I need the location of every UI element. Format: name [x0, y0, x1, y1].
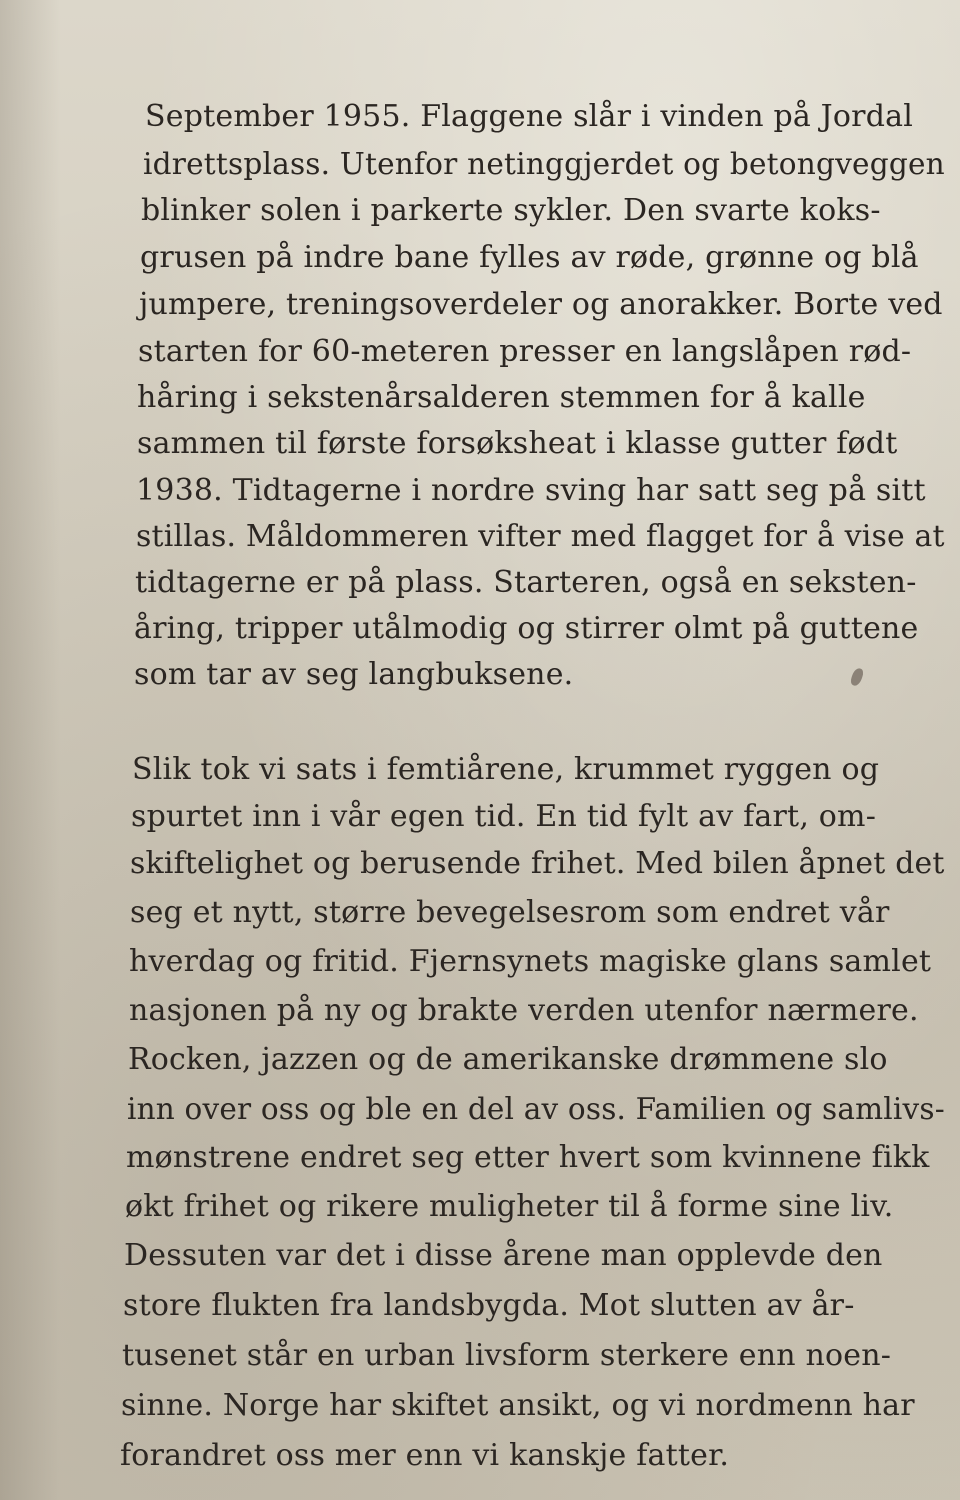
text-line: store flukten fra landsbygda. Mot slutten av år- [123, 1288, 855, 1323]
page-shadow [0, 0, 60, 1500]
text-line: åring, tripper utålmodig og stirrer olmt på guttene [134, 611, 919, 646]
text-line: som tar av seg langbuksene. [134, 657, 574, 692]
ink-smudge [849, 667, 865, 687]
text-line: sinne. Norge har skiftet ansikt, og vi nordmenn har [121, 1388, 915, 1423]
text-line: forandret oss mer enn vi kanskje fatter. [120, 1438, 730, 1473]
text-line: stillas. Måldommeren vifter med flagget for å vise at [136, 519, 945, 554]
text-line: nasjonen på ny og brakte verden utenfor nærmere. [129, 993, 919, 1028]
text-line: Rocken, jazzen og de amerikanske drømmene slo [128, 1042, 888, 1077]
text-line: Dessuten var det i disse årene man opplevde den [124, 1238, 883, 1273]
text-line: tusenet står en urban livsform sterkere enn noen- [122, 1338, 892, 1373]
text-line: spurtet inn i vår egen tid. En tid fylt av fart, om- [131, 799, 877, 834]
text-line: skiftelighet og berusende frihet. Med bilen åpnet det [130, 846, 945, 881]
text-line: tidtagerne er på plass. Starteren, også en seksten- [135, 565, 917, 600]
text-line: hverdag og fritid. Fjernsynets magiske glans samlet [129, 944, 932, 979]
text-line: håring i sekstenårsalderen stemmen for å kalle [137, 380, 866, 415]
text-line: jumpere, treningsoverdeler og anorakker. Borte ved [139, 287, 943, 322]
text-line: September 1955. Flaggene slår i vinden på Jordal [145, 99, 913, 134]
text-line: Slik tok vi sats i femtiårene, krummet ryggen og [132, 752, 880, 787]
text-line: starten for 60-meteren presser en langslåpen rød- [138, 334, 912, 369]
text-line: grusen på indre bane fylles av røde, grønne og blå [140, 240, 919, 275]
text-line: idrettsplass. Utenfor netinggjerdet og betongveggen [143, 147, 945, 181]
text-line: sammen til første forsøksheat i klasse gutter født [137, 426, 898, 461]
text-line: inn over oss og ble en del av oss. Familien og samlivs- [127, 1092, 945, 1126]
text-line: 1938. Tidtagerne i nordre sving har satt seg på sitt [136, 473, 926, 508]
text-line: blinker solen i parkerte sykler. Den svarte koks- [141, 193, 881, 228]
text-line: økt frihet og rikere muligheter til å forme sine liv. [125, 1189, 894, 1224]
text-line: seg et nytt, større bevegelsesrom som endret vår [130, 895, 890, 930]
text-line: mønstrene endret seg etter hvert som kvinnene fikk [126, 1140, 930, 1175]
